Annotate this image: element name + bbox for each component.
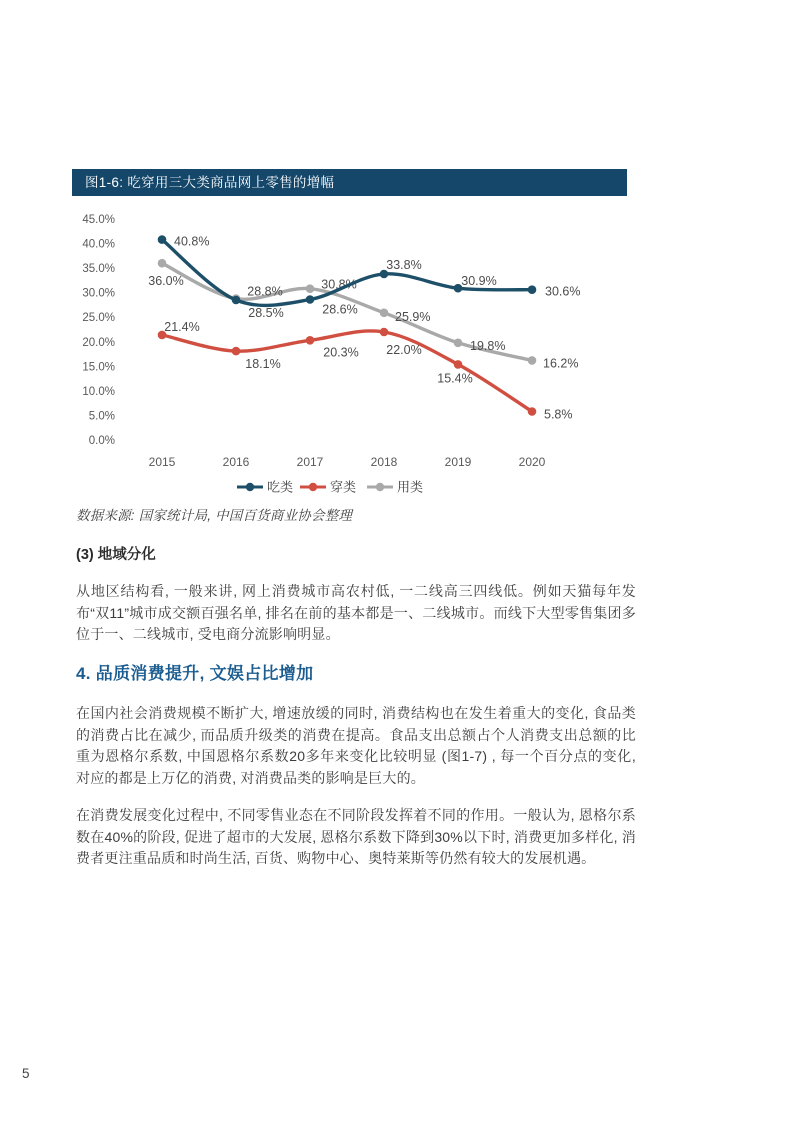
series-marker-用类 (158, 259, 167, 268)
y-axis-tick-label: 30.0% (82, 287, 115, 300)
series-marker-用类 (380, 309, 389, 318)
paragraph-region: 从地区结构看, 一般来讲, 网上消费城市高农村低, 一二线高三四线低。例如天猫每年发布“双11”城市成交额百强名单, 排名在前的基本都是一、二线城市。而线下大型零售集团多位于一、二线城市, 受电商分流影响明显。 (76, 583, 636, 642)
paragraph-quality-1: 在国内社会消费规模不断扩大, 增速放缓的同时, 消费结构也在发生着重大的变化, 食品类的消费占比在减少, 而品质升级类的消费在提高。食品支出总额占个人消费支出总额的比重为恩格尔系数, 中国恩格尔系数20多年来变化比较明显 (图1-7) , 每一个百分点的变化, 对应的都是上万亿的消费, 对消费品类的影响是巨大的。 (76, 705, 636, 786)
line-chart (64, 205, 644, 505)
series-marker-吃类 (528, 285, 537, 294)
y-axis-tick-label: 45.0% (82, 214, 115, 226)
legend-marker-吃类 (246, 483, 254, 491)
data-label: 40.8% (174, 234, 210, 249)
legend-marker-穿类 (309, 483, 317, 491)
x-axis-tick-label: 2020 (518, 455, 546, 469)
data-label: 5.8% (544, 407, 573, 422)
y-axis-tick-label: 0.0% (88, 435, 115, 447)
data-source-note: 数据来源: 国家统计局, 中国百货商业协会整理 (76, 508, 353, 523)
section-heading-region: (3) 地域分化 (76, 547, 156, 563)
series-marker-用类 (454, 339, 463, 348)
y-axis-tick-label: 35.0% (82, 263, 115, 276)
x-axis-tick-label: 2017 (296, 455, 324, 469)
data-label: 36.0% (148, 274, 184, 289)
paragraph-quality-2: 在消费发展变化过程中, 不同零售业态在不同阶段发挥着不同的作用。一般认为, 恩格尔系数在40%的阶段, 促进了超市的大发展, 恩格尔系数下降到30%以下时, 消费更加多样化, 消费者更注重品质和时尚生活, 百货、购物中心、奥特莱斯等仍然有较大的发展机遇。 (76, 807, 636, 866)
y-axis-tick-label: 10.0% (82, 385, 115, 398)
legend-label-吃类: 吃类 (267, 479, 294, 495)
page-number: 5 (22, 1066, 30, 1081)
data-label: 33.8% (386, 258, 422, 272)
figure-title-bar (72, 169, 627, 196)
series-marker-穿类 (380, 328, 389, 337)
data-label: 20.3% (323, 345, 359, 360)
series-marker-穿类 (454, 360, 463, 369)
data-label: 15.4% (437, 371, 473, 386)
data-label: 30.6% (545, 284, 581, 299)
y-axis-tick-label: 5.0% (88, 410, 115, 423)
series-marker-穿类 (528, 407, 537, 416)
series-marker-用类 (528, 356, 537, 365)
chart-area (64, 205, 644, 505)
data-label: 25.9% (395, 309, 431, 324)
legend-label-穿类: 穿类 (330, 479, 357, 495)
x-axis-tick-label: 2018 (370, 455, 398, 469)
legend-label-用类: 用类 (397, 479, 424, 495)
y-axis-tick-label: 20.0% (82, 336, 115, 349)
data-label: 18.1% (245, 357, 281, 372)
data-label: 28.6% (322, 302, 358, 317)
series-marker-穿类 (306, 336, 315, 345)
series-marker-吃类 (306, 295, 315, 304)
data-label: 19.8% (470, 338, 506, 353)
series-marker-吃类 (232, 296, 241, 305)
figure-title: 图1-6: 吃穿用三大类商品网上零售的增幅 (85, 175, 335, 190)
data-label: 28.5% (248, 306, 284, 320)
x-axis-tick-label: 2019 (444, 455, 472, 469)
y-axis-tick-label: 40.0% (82, 238, 115, 251)
section-heading-quality: 4. 品质消费提升, 文娱占比增加 (76, 664, 314, 683)
series-line-吃类 (162, 240, 532, 306)
data-label: 16.2% (543, 356, 579, 371)
data-label: 22.0% (386, 343, 422, 357)
data-label: 30.9% (461, 274, 497, 289)
series-marker-用类 (306, 284, 315, 293)
data-label: 21.4% (164, 319, 200, 334)
series-marker-穿类 (232, 347, 241, 356)
x-axis-tick-label: 2016 (222, 455, 250, 469)
y-axis-tick-label: 25.0% (82, 312, 115, 325)
y-axis-tick-label: 15.0% (82, 361, 115, 374)
data-label: 30.8% (321, 277, 357, 292)
data-label: 28.8% (247, 284, 283, 299)
legend-marker-用类 (376, 483, 384, 491)
series-marker-吃类 (158, 235, 167, 244)
x-axis-tick-label: 2015 (148, 455, 176, 469)
